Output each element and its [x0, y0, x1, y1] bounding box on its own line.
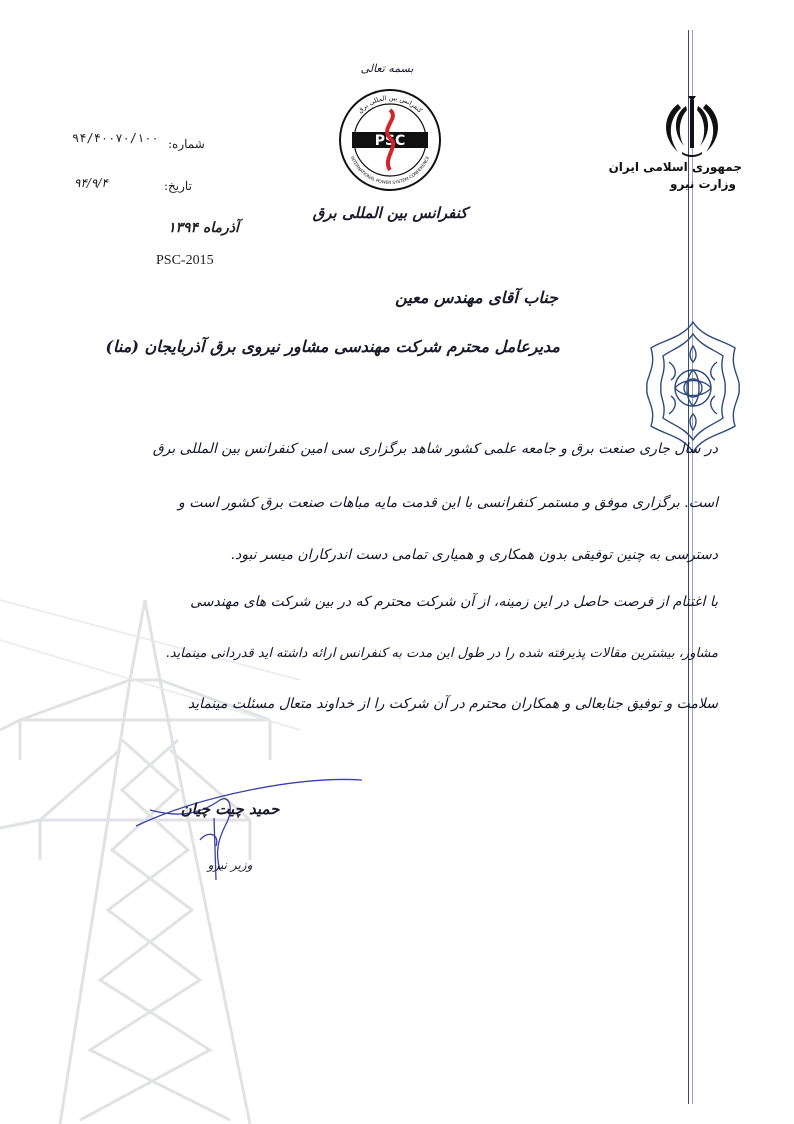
body-line-4: با اغتنام از فرصت حاصل در این زمینه، از آن شرکت محترم که در بین شرکت های مهندسی [190, 594, 718, 610]
org-name-line2: وزارت نیرو [670, 177, 736, 191]
body-line-6: سلامت و توفیق جنابعالی و همکاران محترم در آن شرکت را از خداوند متعال مسئلت مینماید [187, 696, 718, 712]
body-line-1: در سال جاری صنعت برق و جامعه علمی کشور شاهد برگزاری سی امین کنفرانس بین المللی برق [152, 441, 718, 457]
body-line-3: دسترسی به چنین توفیقی بدون همکاری و همیاری تمامی دست اندرکاران میسر نبود. [230, 547, 718, 563]
signer-title: وزیر نیرو [207, 858, 253, 872]
conference-title: کنفرانس بین المللی برق [312, 204, 468, 222]
org-name-line1: جمهوری اسلامی ایران [608, 160, 742, 174]
margin-line-thin [692, 30, 693, 1104]
number-value: ۹۴/۴۰۰۷۰/۱۰۰ [72, 131, 159, 145]
addressee-title: مدیرعامل محترم شرکت مهندسی مشاور نیروی برق آذربایجان (منا) [105, 337, 560, 356]
month-text: آذرماه ۱۳۹۴ [168, 220, 239, 236]
signer-name: حمید چیت چیان [180, 800, 280, 818]
persian-ornament-icon [643, 318, 743, 456]
margin-line [688, 30, 689, 1104]
date-label: تاریخ: [164, 179, 192, 193]
body-line-5: مشاور، بیشترین مقالات پذیرفته شده را در طول این مدت به کنفرانس ارائه داشته اید قدردانی مینماید. [165, 646, 718, 661]
logo-ring-bottom-text: INTERNATIONAL POWER SYSTEM CONFERENCE [348, 155, 432, 187]
addressee-name: جناب آقای مهندس معین [395, 288, 558, 307]
conference-logo-icon [338, 88, 442, 192]
logo-ring-top-text: کنفرانس بین المللی برق [356, 93, 424, 115]
reference-code: PSC-2015 [156, 253, 214, 268]
date-value: ۹۴/۹/۴ [74, 176, 108, 190]
body-line-2: است. برگزاری موفق و مستمر کنفرانسی با این قدمت مایه مباهات صنعت برق کشور است و [178, 495, 718, 511]
number-label: شماره: [168, 137, 205, 151]
iran-emblem-icon [660, 96, 724, 158]
signature-scribble [130, 770, 370, 890]
bismillah-text: بسمه تعالی [360, 62, 414, 75]
logo-mark-text: PSC [374, 133, 406, 149]
